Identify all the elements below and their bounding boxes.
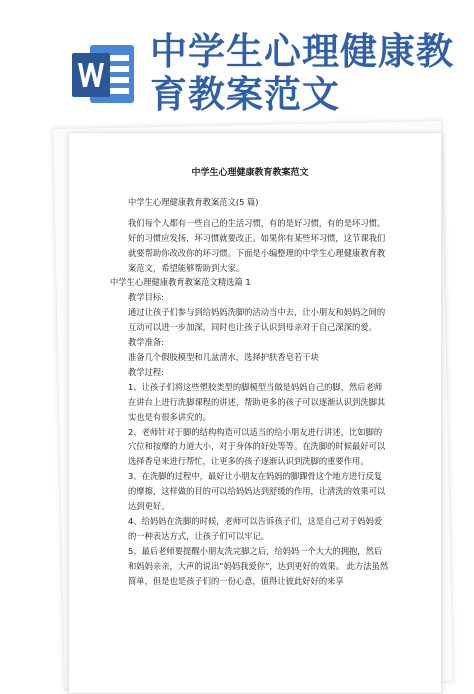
doc-paragraph-preparation: 准备几个假肢模型和几盆清水，选择护肤香皂若干块 xyxy=(128,351,319,362)
doc-section-heading: 中学生心理健康教育教案范文精选篇 1 xyxy=(110,277,251,288)
doc-label-preparation: 教学准备: xyxy=(128,337,164,348)
banner-title-line-1: 中学生心理健康教 xyxy=(150,30,454,73)
document-body xyxy=(110,166,390,588)
doc-step-5: 5、最后老师要提醒小朋友洗完脚之后，给妈妈一个大大的拥抱，然后和妈妈亲亲，大声的说出“妈妈我爱你”，达到更好的效果。 此方法虽然简单，但是也是孩子们的一份心意，值得让彼此好好的来享 xyxy=(128,545,389,586)
doc-step-4: 4、给妈妈在洗脚的时候，老师可以告诉孩子们，这是自己对于妈妈爱的一种表达方式，让孩子们可以牢记。 xyxy=(128,515,383,541)
doc-label-objectives: 教学目标: xyxy=(128,292,164,303)
doc-heading: 中学生心理健康教育教案范文 xyxy=(191,168,309,178)
document-title-banner xyxy=(150,30,470,116)
doc-step-1: 1、让孩子们将这些塑胶类型的脚模型当做是妈妈自己的脚，然后老师在讲台上进行洗脚课程的讲述，帮助更多的孩子可以逐渐认识到洗脚其实也是有很多讲究的。 xyxy=(128,381,386,422)
doc-paragraph-intro: 我们每个人都有一些自己的生活习惯，有的是好习惯，有的是坏习惯。好的习惯应发扬，坏习惯就要改正。如果你有某些坏习惯，这节课我们就要帮助你改改你的坏习惯。下面是小编整理的中学生心理健康教育教案范文，希望能够帮助到大家。 xyxy=(128,217,386,273)
doc-label-process: 教学过程: xyxy=(128,366,164,377)
doc-step-3: 3、在洗脚的过程中，最好让小朋友在妈妈的脚踝骨这个地方进行反复的摩擦，这样做的目的可以给妈妈达到舒缓的作用，让清洗的效果可以达到更好。 xyxy=(128,471,386,512)
banner-title-line-2: 育教案范文 xyxy=(150,73,340,116)
doc-subtitle: 中学生心理健康教育教案范文(5 篇) xyxy=(128,196,259,207)
doc-step-2: 2、老师针对于脚的结构构造可以适当的给小朋友进行讲述，比如脚的穴位和按摩的力道大小，对于身体的好处等等。在洗脚的时候最好可以选择香皂来进行帮忙，让更多的孩子逐渐认识到洗脚的重要作用。 xyxy=(128,426,386,467)
doc-paragraph-objectives: 通过让孩子们参与到给妈妈洗脚的活动当中去，让小朋友和妈妈之间的互动可以进一步加深，同时也让孩子认识到母亲对于自己深深的爱。 xyxy=(128,307,386,333)
word-icon xyxy=(70,42,136,108)
